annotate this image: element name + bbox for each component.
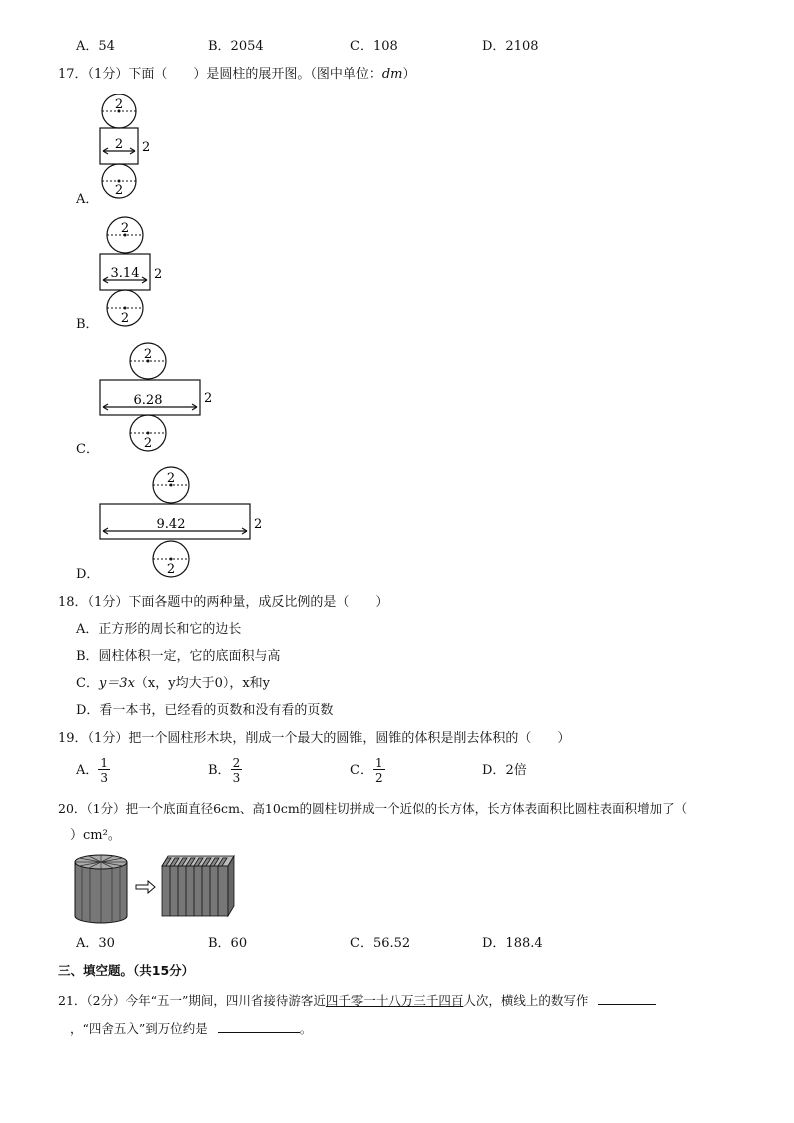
q18-option-c — [76, 677, 270, 690]
q20-figure — [70, 852, 240, 924]
q17-figure-b — [94, 216, 174, 328]
q17-stem-text: 17．（1分）下面（ ）是圆柱的展开图。（图中单位： — [58, 67, 382, 82]
q19-option-c — [350, 757, 385, 784]
q20-option-c: C．56.52 — [350, 936, 411, 951]
q16-option-a: A．54 — [76, 39, 115, 54]
q19-a-numerator: 1 — [100, 756, 109, 770]
q17-figure-d — [94, 466, 269, 580]
q17-option-d-letter: D． — [76, 567, 100, 582]
q21-underlined-number: 四千零一十八万三千四百 — [325, 993, 464, 1008]
q17-option-c-letter: C． — [76, 442, 99, 457]
q17-c-rect-label: 6.28 — [133, 393, 163, 408]
q19-option-a-letter: A． — [76, 763, 99, 778]
cylinder-figure — [75, 855, 127, 923]
q17-c-bottom-diameter: 2 — [143, 436, 153, 451]
q19-option-b-fraction — [231, 757, 243, 784]
q19-option-d-text: 2倍 — [505, 763, 527, 778]
q21-blank-1[interactable] — [598, 992, 656, 1005]
q19-option-b — [208, 757, 242, 784]
q17-option-a-letter: A． — [76, 192, 99, 207]
q20-stem-line1: 20．（1分）把一个底面直径6cm、高10cm的圆柱切拼成一个近似的长方体，长方体表面积比圆柱表面积增加了（ — [58, 801, 688, 816]
q21-blank-2[interactable] — [218, 1020, 300, 1033]
q18-stem: 18．（1分）下面各题中的两种量，成反比例的是（ ） — [58, 595, 389, 610]
q19-option-d — [482, 764, 527, 777]
q17-b-top-diameter: 2 — [120, 221, 130, 236]
q19-option-a-fraction — [98, 757, 110, 784]
q17-d-bottom-diameter: 2 — [166, 562, 176, 577]
q16-option-b: B．2054 — [208, 39, 264, 54]
q19-option-c-fraction — [373, 757, 385, 784]
q16-option-c: C．108 — [350, 39, 398, 54]
transform-arrow-icon — [136, 881, 155, 893]
q19-stem: 19．（1分）把一个圆柱形木块，削成一个最大的圆锥，圆锥的体积是削去体积的（ ） — [58, 731, 571, 746]
q18-option-d: D．看一本书，已经看的页数和没有看的页数 — [76, 703, 334, 718]
q19-b-denominator: 3 — [232, 771, 241, 785]
q17-d-top-diameter: 2 — [166, 471, 176, 486]
q21-line2 — [70, 1020, 312, 1036]
q17-b-bottom-diameter: 2 — [120, 311, 130, 326]
q19-b-numerator: 2 — [232, 756, 241, 770]
q19-a-denominator: 3 — [100, 771, 109, 785]
q17-b-height: 2 — [154, 267, 163, 282]
q20-stem-line2: ）cm²。 — [70, 828, 121, 843]
q17-b-rect-label: 3.14 — [110, 266, 140, 281]
cuboid-figure — [162, 856, 234, 916]
q16-option-d: D．2108 — [482, 39, 539, 54]
q20-option-a: A．30 — [76, 936, 115, 951]
q17-figure-c — [94, 342, 219, 454]
q18-option-b: B．圆柱体积一定，它的底面积与高 — [76, 649, 281, 664]
q20-option-d: D．188.4 — [482, 936, 543, 951]
q18-option-c-formula: y＝3x — [98, 676, 135, 691]
q21-line2a: ，“四舍五入”到万位约是 — [70, 1021, 208, 1036]
q21-part1: 21．（2分）今年“五一”期间，四川省接待游客近 — [58, 993, 326, 1008]
q18-option-c-condition: （x，y均大于0），x和y — [134, 676, 271, 691]
q17-c-top-diameter: 2 — [143, 347, 153, 362]
q17-a-top-diameter: 2 — [114, 97, 124, 112]
q19-c-numerator: 1 — [374, 756, 383, 770]
q19-option-d-letter: D． — [482, 763, 506, 778]
q21-part2: 人次，横线上的数写作 — [463, 993, 589, 1008]
q17-d-rect-label: 9.42 — [156, 517, 186, 532]
q19-option-b-letter: B． — [208, 763, 231, 778]
q17-option-b-letter: B． — [76, 317, 99, 332]
q17-c-height: 2 — [204, 391, 213, 406]
q17-a-bottom-diameter: 2 — [114, 183, 124, 198]
q17-unit: dm — [381, 67, 403, 82]
q17-a-rect-label: 2 — [114, 137, 124, 152]
q18-option-a: A．正方形的周长和它的边长 — [76, 622, 242, 637]
q17-stem — [58, 68, 416, 81]
q21-line1 — [58, 992, 656, 1008]
q17-figure-a — [94, 94, 164, 204]
q18-option-c-letter: C． — [76, 676, 99, 691]
q21-line2b: 。 — [299, 1021, 313, 1036]
q19-option-a — [76, 757, 110, 784]
section-3-title: 三、填空题。（共15分） — [58, 963, 195, 978]
q17-stem-end: ） — [402, 67, 416, 82]
q19-option-c-letter: C． — [350, 763, 373, 778]
q19-c-denominator: 2 — [374, 771, 383, 785]
q17-d-height: 2 — [254, 517, 263, 532]
q20-option-b: B．60 — [208, 936, 248, 951]
q17-a-height: 2 — [142, 140, 151, 155]
